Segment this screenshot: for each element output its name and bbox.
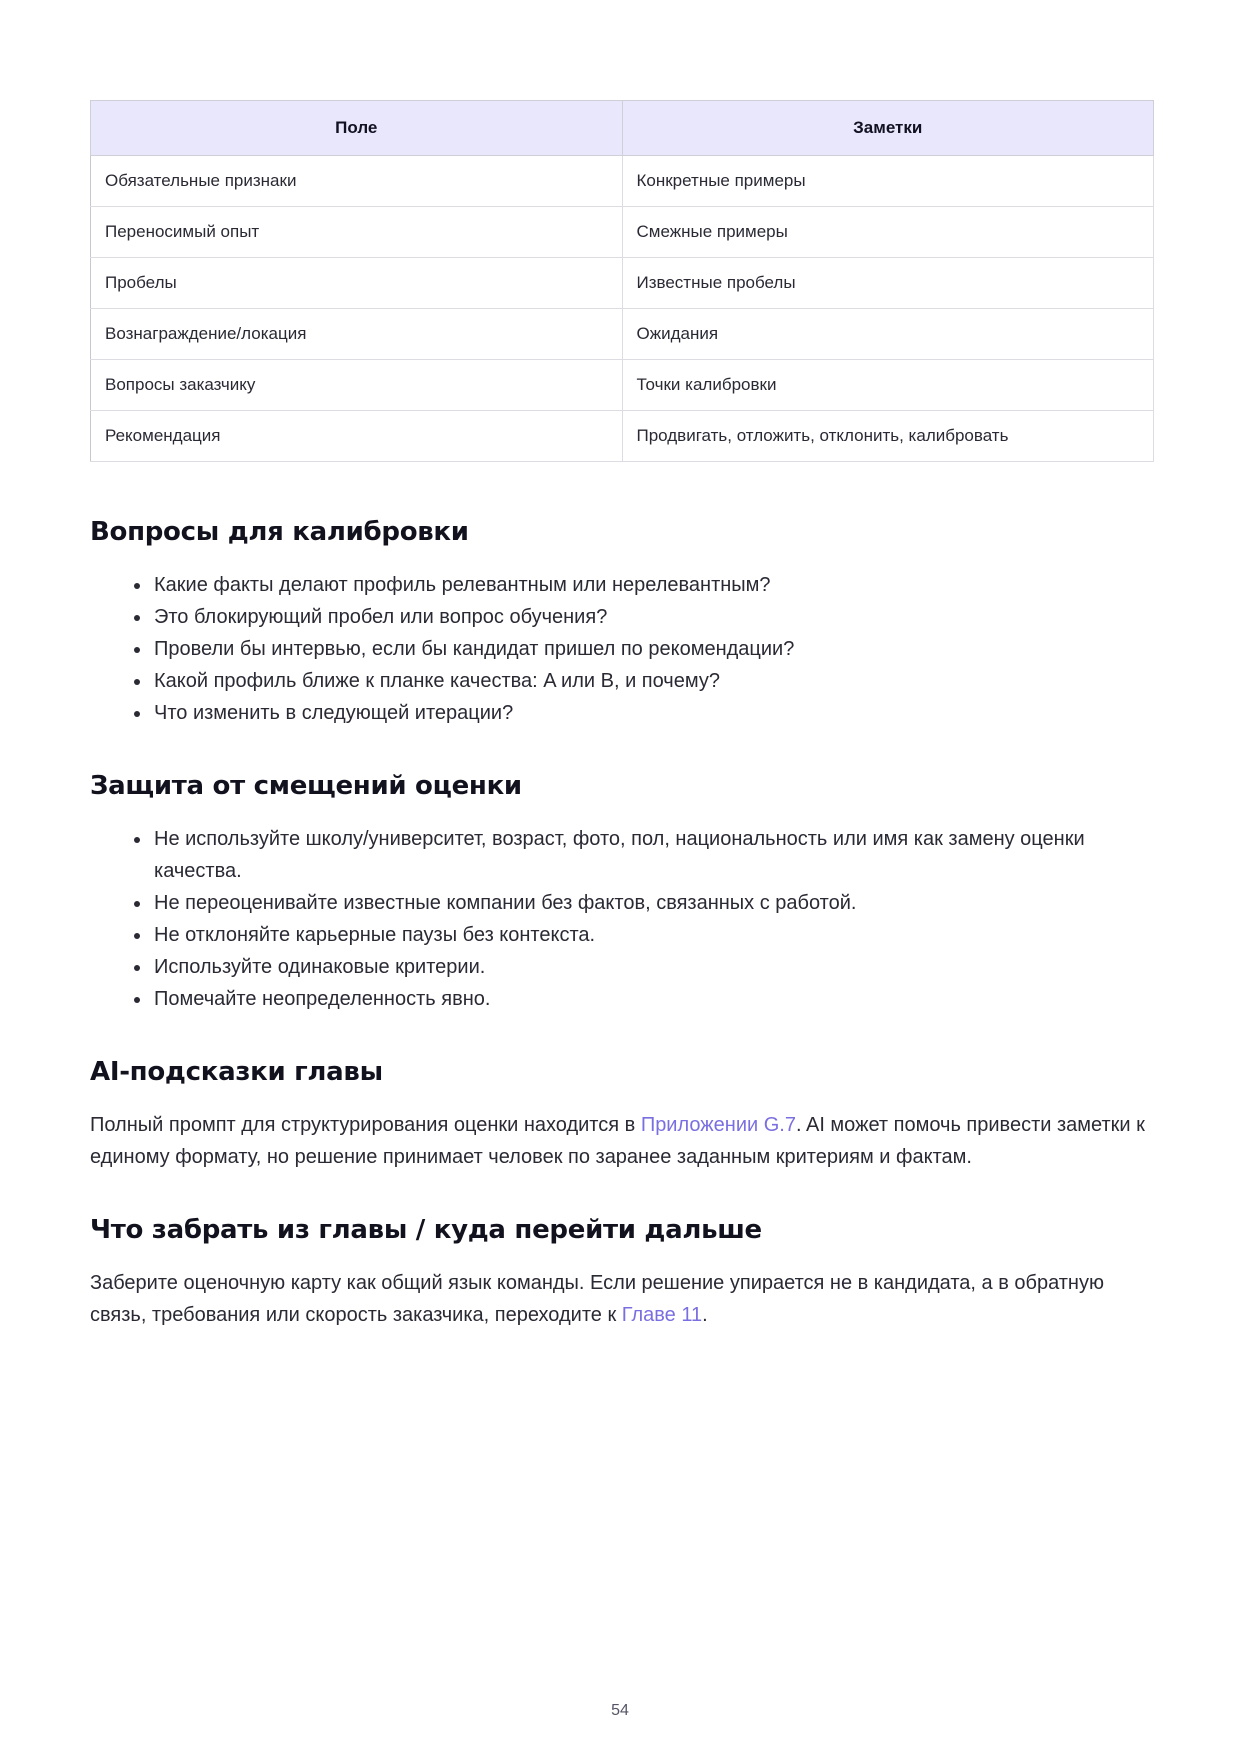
bias-heading: Защита от смещений оценки <box>90 771 522 801</box>
page-content <box>90 100 1154 1331</box>
table-header-notes: Заметки <box>622 101 1154 156</box>
bias-list <box>90 823 1154 1015</box>
page-number: 54 <box>611 1702 629 1719</box>
appendix-link[interactable]: Приложении G.7 <box>640 1114 796 1136</box>
list-item: • Какие факты делают профиль релевантным или нерелевантным? <box>152 569 1154 601</box>
list-item: • Не переоценивайте известные компании без фактов, связанных с работой. <box>152 887 1154 919</box>
table-cell-field: Пробелы <box>91 258 623 309</box>
table-cell-notes: Продвигать, отложить, отклонить, калибровать <box>622 411 1154 462</box>
calibration-list <box>90 569 1154 729</box>
table-cell-field: Вознаграждение/локация <box>91 309 623 360</box>
calibration-heading: Вопросы для калибровки <box>90 517 469 547</box>
list-item: • Используйте одинаковые критерии. <box>152 951 1154 983</box>
table-cell-field: Обязательные признаки <box>91 156 623 207</box>
table-header-row <box>91 101 1154 156</box>
table-cell-notes: Смежные примеры <box>622 207 1154 258</box>
list-item: • Не отклоняйте карьерные паузы без контекста. <box>152 919 1154 951</box>
table-row <box>91 411 1154 462</box>
ai-prompts-heading: AI-подсказки главы <box>90 1057 383 1087</box>
table-cell-field: Вопросы заказчику <box>91 360 623 411</box>
ai-text-after: . AI может помочь привести заметки к единому формату, но решение принимает человек по заранее заданным критериям и фактам. <box>90 1114 1145 1168</box>
table-row <box>91 360 1154 411</box>
next-text-after: . <box>702 1304 708 1326</box>
list-item: • Это блокирующий пробел или вопрос обучения? <box>152 601 1154 633</box>
list-item: • Провели бы интервью, если бы кандидат пришел по рекомендации? <box>152 633 1154 665</box>
chapter-link[interactable]: Главе 11 <box>621 1304 703 1326</box>
table-row <box>91 207 1154 258</box>
list-item: • Помечайте неопределенность явно. <box>152 983 1154 1015</box>
list-item: • Какой профиль ближе к планке качества: A или B, и почему? <box>152 665 1154 697</box>
ai-prompts-paragraph <box>90 1109 1154 1173</box>
table-cell-notes: Известные пробелы <box>622 258 1154 309</box>
fields-table <box>90 100 1154 462</box>
ai-text-before: Полный промпт для структурирования оценки находится в <box>90 1114 641 1136</box>
table-cell-notes: Точки калибровки <box>622 360 1154 411</box>
table-cell-notes: Конкретные примеры <box>622 156 1154 207</box>
table-row <box>91 156 1154 207</box>
next-text-before: Заберите оценочную карту как общий язык команды. Если решение упирается не в кандидата, а в обратную связь, требования или скорость заказчика, переходите к <box>90 1272 1104 1326</box>
table-cell-field: Переносимый опыт <box>91 207 623 258</box>
next-steps-heading: Что забрать из главы / куда перейти дальше <box>90 1215 762 1245</box>
table-cell-field: Рекомендация <box>91 411 623 462</box>
table-row <box>91 258 1154 309</box>
list-item: • Что изменить в следующей итерации? <box>152 697 1154 729</box>
next-steps-paragraph <box>90 1267 1154 1331</box>
list-item: • Не используйте школу/университет, возраст, фото, пол, национальность или имя как замену оценки качества. <box>152 823 1154 887</box>
table-row <box>91 309 1154 360</box>
table-header-field: Поле <box>91 101 623 156</box>
table-cell-notes: Ожидания <box>622 309 1154 360</box>
